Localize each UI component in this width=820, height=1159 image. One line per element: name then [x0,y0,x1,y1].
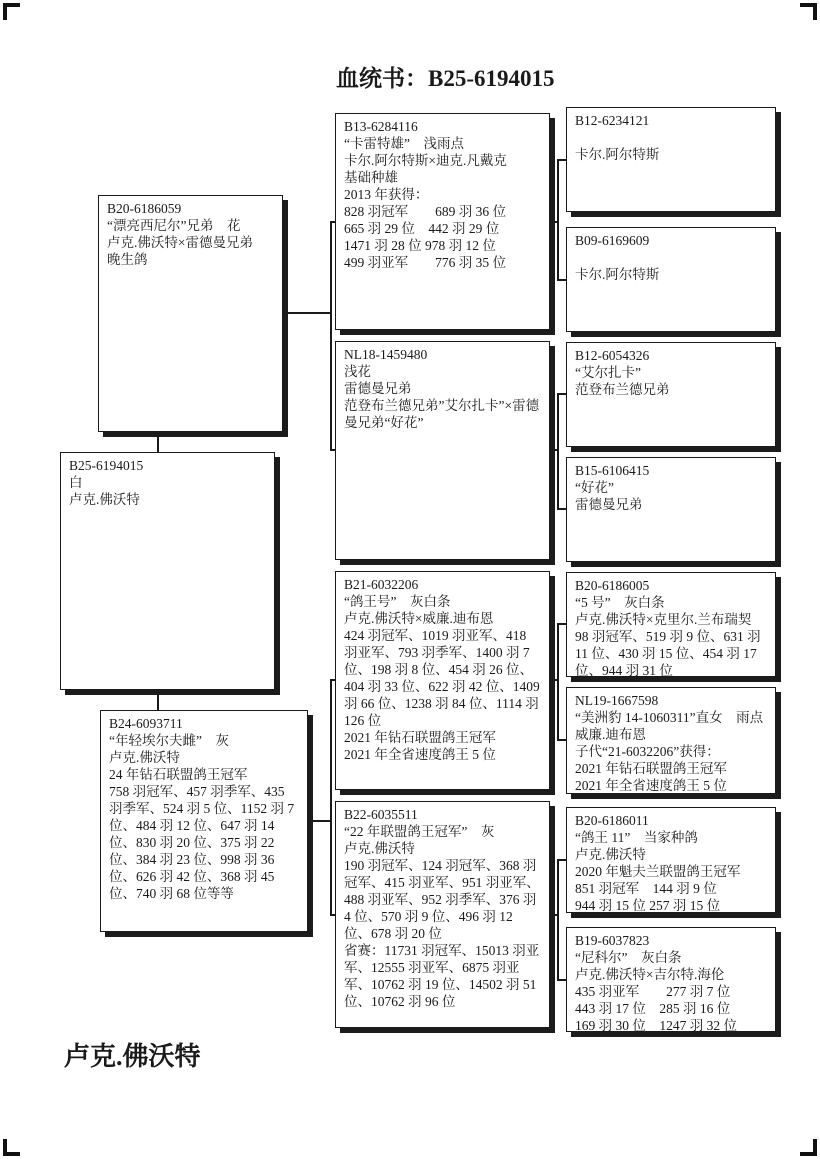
box-text-line: 卡尔.阿尔特斯 [575,147,660,162]
connector-stub [557,159,566,161]
box-text-line: 卢克.佛沃特×威廉.迪布恩 [344,611,494,626]
box-text-line: “5 号” 灰白条 [575,595,665,610]
box-text-line: 卡尔.阿尔特斯×迪克.凡戴克 [344,153,507,168]
breeder-name: 卢克.佛沃特 [64,1042,201,1071]
pedigree-box-b09-6169609 [566,227,776,332]
pedigree-box-b24-6093711 [100,710,308,932]
crop-mark-top-left [3,3,20,20]
connector-dam-branch [308,820,332,822]
box-text-line: B25-6194015 [69,458,144,473]
box-text-line: 944 羽 15 位 257 羽 15 位 [575,898,721,913]
connector-stub [557,739,566,741]
box-text-line: B12-6054326 [575,348,650,363]
box-text-line: B15-6106415 [575,463,650,478]
box-text-line: 白 [69,475,83,490]
box-text-line: 子代“21-6032206”获得： [575,744,720,759]
box-text-line: 晚生鸽 [107,252,148,267]
box-text-line: 范登布兰德兄弟 [575,382,670,397]
box-text-line: 424 羽冠军、1019 羽亚军、418 羽亚军、793 羽季军、1400 羽 7 位、198 羽 8 位、454 羽 26 位、404 羽 33 位、622 羽 42 位、1409 羽 66 位、1238 羽 84 位、1114 羽 126 位 [344,628,540,728]
box-text-line: 828 羽冠军 689 羽 36 位 [344,204,506,219]
box-text-line: 范登布兰德兄弟”艾尔扎卡”×雷德曼兄弟“好花” [344,398,540,430]
box-text-line: B21-6032206 [344,577,419,592]
box-text-line: “年轻埃尔夫雌” 灰 [109,733,229,748]
box-text-line: B20-6186059 [107,201,182,216]
box-text-line: B20-6186005 [575,578,650,593]
box-text-line: “艾尔扎卡” [575,365,641,380]
box-text-line: 499 羽亚军 776 羽 35 位 [344,255,506,270]
box-text-line: “美洲豹 14-1060311”直女 雨点 [575,710,764,725]
box-text-line: 190 羽冠军、124 羽冠军、368 羽冠军、415 羽亚军、951 羽亚军、488 羽亚军、952 羽季军、376 羽 4 位、570 羽 9 位、496 羽 12 位、678 羽 20 位 [344,858,540,941]
box-text-line: 24 年钻石联盟鸽王冠军 [109,767,248,782]
box-text-line: 1471 羽 28 位 978 羽 12 位 [344,238,496,253]
connector-vertical [557,393,559,510]
connector-dam-parents-vertical [330,679,332,916]
box-text-line: B24-6093711 [109,716,183,731]
crop-mark-bottom-left [3,1139,20,1156]
box-text-line [575,129,767,146]
pedigree-box-b20-6186005 [566,572,776,677]
box-text-line: 卢克.佛沃特×雷德曼兄弟 [107,235,253,250]
box-text-line: 卢克.佛沃特 [69,492,140,507]
connector-subject-dam [157,690,159,710]
box-text-line: “鸽王号” 灰白条 [344,594,451,609]
connector-stub [557,279,566,281]
crop-mark-bottom-right [800,1139,817,1156]
box-text-line: 雷德曼兄弟 [344,381,412,396]
connector-stub [557,979,566,981]
box-text-line: B19-6037823 [575,933,650,948]
box-text-line: 98 羽冠军、519 羽 9 位、631 羽 11 位、430 羽 15 位、454 羽 17 位、944 羽 31 位 [575,629,761,678]
pedigree-box-b15-6106415 [566,457,776,562]
box-text-line: “卡雷特雄” 浅雨点 [344,136,464,151]
box-text-line: 卢克.佛沃特×克里尔.兰布瑞契 [575,612,752,627]
box-text-line: 2021 年钻石联盟鸽王冠军 [344,730,496,745]
box-text-line: 威廉.迪布恩 [575,727,646,742]
pedigree-box-b19-6037823 [566,927,776,1032]
box-text-line: 758 羽冠军、457 羽季军、435 羽季军、524 羽 5 位、1152 羽 7 位、484 羽 12 位、647 羽 14 位、830 羽 20 位、375 羽 22 位、384 羽 23 位、998 羽 36 位、626 羽 42 位、368 羽 45 位、740 羽 68 位等等 [109,784,295,901]
connector-stub [557,393,566,395]
box-text-line: 2021 年全省速度鸽王 5 位 [344,747,496,762]
pedigree-box-nl19-1667598 [566,687,776,794]
box-text-line: 卡尔.阿尔特斯 [575,267,660,282]
connector-sire-branch [283,312,330,314]
box-text-line: B22-6035511 [344,807,418,822]
box-text-line: 665 羽 29 位 442 羽 29 位 [344,221,500,236]
connector-subject-sire [157,432,159,452]
box-text-line: 2013 年获得： [344,187,429,202]
box-text-line: B20-6186011 [575,813,649,828]
pedigree-box-b13-6284116 [335,113,550,330]
crop-mark-top-right [800,3,817,20]
box-text-line: 浅花 [344,364,371,379]
connector-stub [330,914,336,916]
box-text-line: NL19-1667598 [575,693,659,708]
box-text-line: 2020 年魁夫兰联盟鸽王冠军 [575,864,741,879]
box-text-line: B09-6169609 [575,233,650,248]
box-text-line: 443 羽 17 位 285 羽 16 位 [575,1001,731,1016]
box-text-line: 卢克.佛沃特 [109,750,180,765]
box-text-line: 省赛：11731 羽冠军、15013 羽亚军、12555 羽亚军、6875 羽亚军、10762 羽 19 位、14502 羽 51 位、10762 羽 96 位 [344,943,540,1009]
connector-stub [557,623,566,625]
box-text-line: “22 年联盟鸽王冠军” 灰 [344,824,495,839]
pedigree-box-b21-6032206 [335,571,550,790]
pedigree-box-b20-6186059 [98,195,283,432]
pedigree-box-b12-6054326 [566,342,776,447]
connector-stub [330,679,336,681]
connector-vertical [557,623,559,741]
box-text-line: “好花” [575,480,614,495]
box-text-line: “漂亮西尼尔”兄弟 花 [107,218,241,233]
pedigree-box-b22-6035511 [335,801,550,1028]
box-text-line [575,249,767,266]
pedigree-box-nl18-1459480 [335,341,550,560]
connector-stub [557,859,566,861]
connector-vertical [557,159,559,281]
connector-stub [330,221,336,223]
box-text-line: 851 羽冠军 144 羽 9 位 [575,881,717,896]
box-text-line: B12-6234121 [575,113,650,128]
box-text-line: B13-6284116 [344,119,418,134]
box-text-line: 卢克.佛沃特 [575,847,646,862]
box-text-line: 435 羽亚军 277 羽 7 位 [575,984,731,999]
connector-sire-parents-vertical [330,221,332,451]
box-text-line: 雷德曼兄弟 [575,497,643,512]
page-title: 血统书：B25-6194015 [336,66,555,91]
box-text-line: 2021 年全省速度鸽王 5 位 [575,778,727,793]
connector-stub [330,449,336,451]
box-text-line: “鸽王 11” 当家种鸽 [575,830,698,845]
pedigree-box-b20-6186011 [566,807,776,913]
connector-vertical [557,859,559,981]
box-text-line: 169 羽 30 位 1247 羽 32 位 [575,1018,737,1033]
connector-stub [557,508,566,510]
pedigree-box-b25-6194015 [60,452,275,690]
box-text-line: 卢克.佛沃特 [344,841,415,856]
box-text-line: 卢克.佛沃特×吉尔特.海伦 [575,967,725,982]
box-text-line: 基础种雄 [344,170,398,185]
box-text-line: “尼科尔” 灰白条 [575,950,682,965]
pedigree-box-b12-6234121 [566,107,776,212]
box-text-line: 2021 年钻石联盟鸽王冠军 [575,761,727,776]
box-text-line: NL18-1459480 [344,347,428,362]
